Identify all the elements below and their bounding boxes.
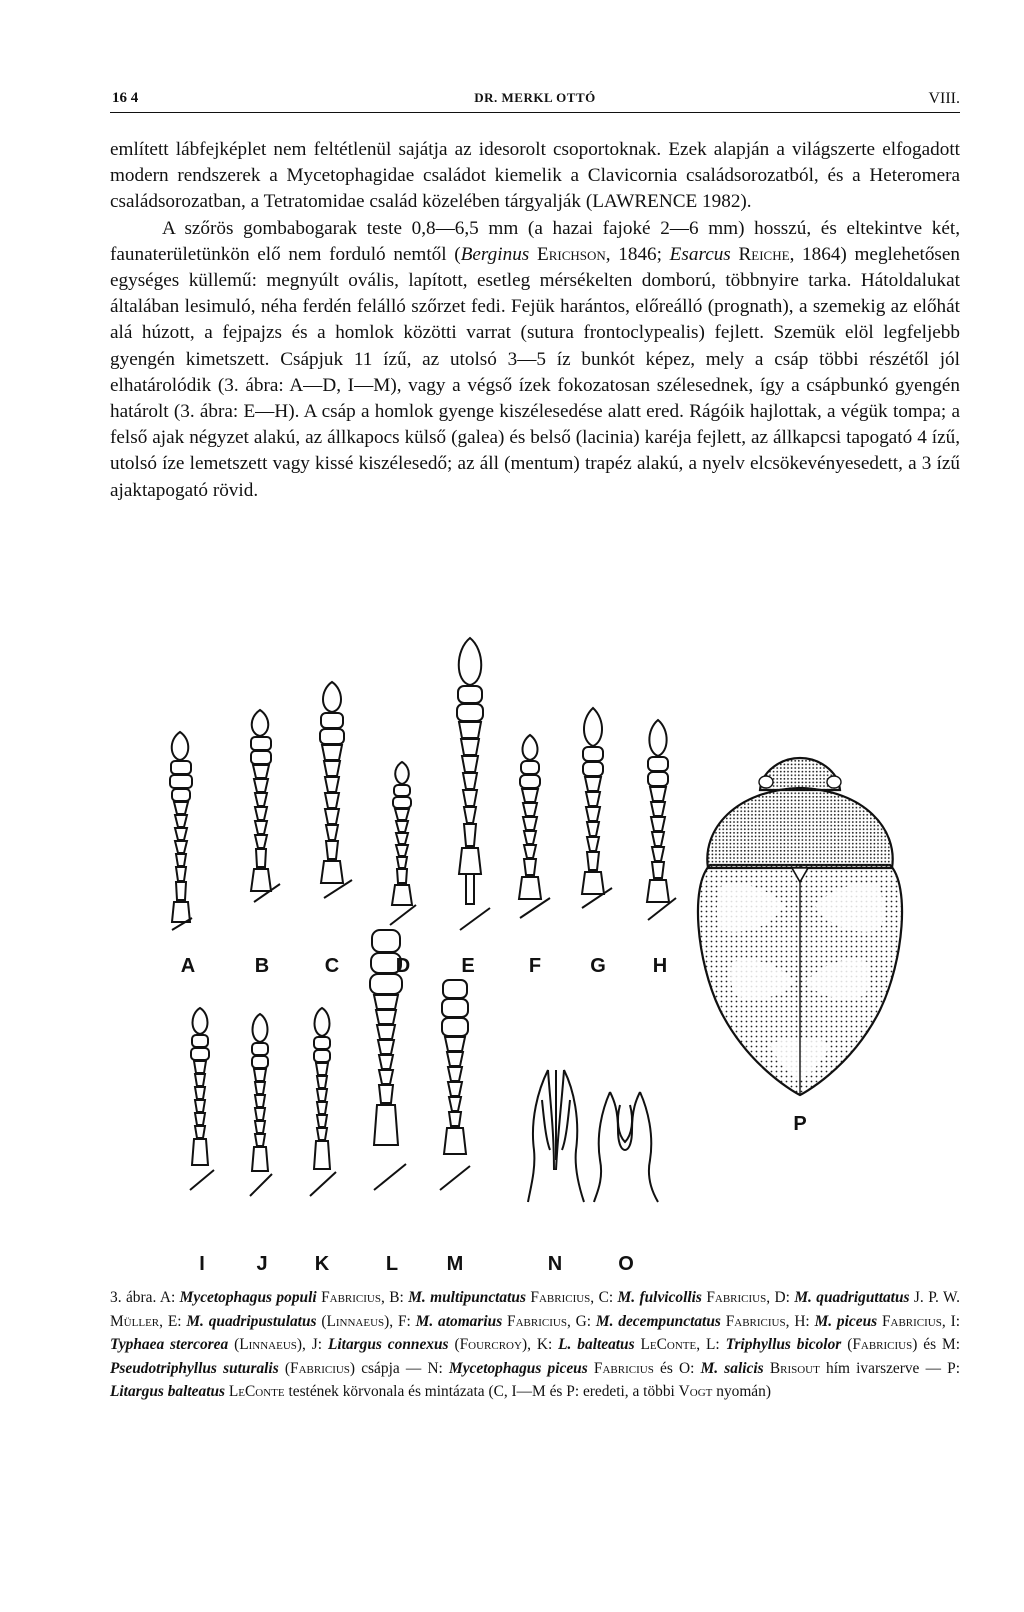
caption-author: Müller xyxy=(110,1312,160,1330)
figure-label-o: O xyxy=(618,1253,634,1275)
caption-text: , I: xyxy=(941,1312,960,1330)
genus-berginus: Berginus xyxy=(460,243,530,265)
caption-text: J. P. W. xyxy=(909,1289,960,1306)
caption-text: 3. ábra. A: xyxy=(110,1289,180,1306)
antenna-l xyxy=(370,930,406,1190)
caption-author: LeConte xyxy=(228,1383,285,1401)
caption-text: nyomán) xyxy=(712,1383,771,1401)
caption-text: ), F: xyxy=(384,1312,416,1330)
text-run: A szőrös gombabogarak teste 0,8—6,5 mm (a hazai fajoké 2—6 mm) hosszú, és eltekintve két, faunaterületünkön elő nem forduló nemtől ( xyxy=(110,217,960,265)
figure-label-p: P xyxy=(793,1113,807,1135)
caption-text: ) és M: xyxy=(912,1336,960,1354)
caption-text: ), J: xyxy=(296,1336,328,1354)
caption-text: ( xyxy=(278,1359,291,1377)
caption-text: , B: xyxy=(380,1289,409,1306)
caption-author: LeConte xyxy=(640,1336,697,1354)
figure-label-m: M xyxy=(446,1253,464,1275)
antenna-g xyxy=(582,708,612,908)
caption-author: Fabricius xyxy=(530,1289,591,1306)
caption-text: és O: xyxy=(653,1359,701,1377)
caption-species: Triphyllus bicolor xyxy=(725,1336,842,1354)
text-run: , 1846; xyxy=(605,243,670,265)
antenna-k xyxy=(310,1008,336,1196)
caption-author: Fabricius xyxy=(290,1359,350,1377)
figure-label-h: H xyxy=(652,955,668,977)
caption-species: Mycetophagus piceus xyxy=(449,1359,588,1377)
caption-species: Pseudotriphyllus suturalis xyxy=(110,1359,279,1377)
caption-text: , H: xyxy=(785,1312,815,1330)
figure-label-g: G xyxy=(590,955,606,977)
figure-label-k: K xyxy=(314,1253,330,1275)
caption-species: Litargus balteatus xyxy=(110,1383,226,1401)
genus-esarcus: Esarcus xyxy=(669,243,731,265)
figure-label-l: L xyxy=(385,1253,399,1275)
figure-drawing xyxy=(110,630,970,1280)
beetle-outline xyxy=(698,758,902,1095)
antenna-h xyxy=(647,720,676,920)
figure-caption xyxy=(110,1286,960,1404)
running-header xyxy=(110,90,960,113)
caption-text: ), K: xyxy=(521,1336,559,1354)
figure-label-j: J xyxy=(256,1253,268,1275)
author-name: DR. MERKL OTTÓ xyxy=(474,90,596,105)
figure-label-e: E xyxy=(461,955,475,977)
caption-author: Fabricius xyxy=(852,1336,913,1354)
caption-author: Linnaeus xyxy=(239,1336,297,1354)
genitalia-o xyxy=(594,1092,658,1202)
figure-label-f: F xyxy=(528,955,542,977)
author-erichson: Erichson xyxy=(536,243,606,265)
caption-text: ) csápja — N: xyxy=(349,1359,450,1377)
caption-author: Fabricius xyxy=(881,1312,942,1330)
caption-species: M. fulvicollis xyxy=(617,1289,702,1306)
text-run: , 1864) meglehetősen egységes küllemű: megnyúlt ovális, lapított, esetleg mérsékelten domború, többnyire tarka. Hátoldalukat általában lesimuló, néha ferdén felálló szőrzet fedi. Fejük harántos, előreálló (prognath), a szemekig az előhát alá húzott, a fejpajzs és a homlok közötti varrat (sutura frontoclypealis) fejlett. Szemük elöl legfeljebb gyengén kimetszett. Csápjuk 11 ízű, az utolsó 3—5 íz bunkót képez, mely a csáp többi részétől jól elhatárolódik (3. ábra: A—D, I—M), vagy a végső ízek fokozatosan szélesednek, így a csápbunkó gyengén határolt (3. ábra: E—H). A csáp a homlok gyenge kiszélesedése alatt ered. Rágóik hajlottak, a végük tompa; a felső ajak négyzet alakú, az állkapocs külső (galea) és belső (lacinia) karéja fejlett, az állkapcsi tapogató 4 ízű, utolsó íze lemetszett vagy kissé kiszélesedő; az áll (mentum) trapéz alakú, a nyelv elcsökevényesedett, a 3 ízű ajaktapogató rövid. xyxy=(110,243,961,501)
caption-text: ( xyxy=(228,1336,240,1354)
antenna-d xyxy=(390,762,416,925)
figure-label-b: B xyxy=(254,955,270,977)
caption-author: Vogt xyxy=(678,1383,713,1401)
caption-author: Fabricius xyxy=(706,1289,767,1306)
figure-label-n: N xyxy=(547,1253,563,1275)
caption-species: Mycetophagus populi xyxy=(179,1289,317,1306)
paragraph-1: említett lábfejképlet nem feltétlenül sajátja az idesorolt csoportoknak. Ezek alapján a világszerte elfogadott modern rendszerek a Mycetophagidae családot kiemelik a Clavicornia családsorozatból, és a Heteromera családsorozatban, a Tetratomidae család közelében tárgyalják (LAWRENCE 1982). xyxy=(110,139,960,213)
genitalia-n xyxy=(528,1070,584,1202)
caption-text: , C: xyxy=(590,1289,618,1306)
caption-species: M. atomarius xyxy=(415,1312,503,1330)
caption-species: L. balteatus xyxy=(558,1336,635,1354)
antenna-b xyxy=(251,710,280,902)
figure-label-c: C xyxy=(324,955,340,977)
caption-author: Fabricius xyxy=(507,1312,567,1330)
caption-text: ( xyxy=(316,1312,327,1330)
paragraph-2 xyxy=(110,216,960,504)
caption-author: Fabricius xyxy=(593,1359,654,1377)
caption-author: Linnaeus xyxy=(326,1312,385,1330)
antenna-c xyxy=(320,682,352,898)
figure-label-d: D xyxy=(395,955,411,977)
page-number: 16 4 xyxy=(112,90,139,106)
caption-text: , D: xyxy=(766,1289,795,1306)
author-reiche: Reiche xyxy=(738,243,790,265)
caption-species: Litargus connexus xyxy=(328,1336,449,1354)
caption-text: , E: xyxy=(159,1312,187,1330)
caption-species: M. quadriguttatus xyxy=(794,1289,910,1306)
caption-species: M. quadripustulatus xyxy=(186,1312,317,1330)
caption-text: testének körvonala és mintázata (C, I—M és P: eredeti, a többi xyxy=(284,1383,679,1401)
antenna-f xyxy=(519,735,550,918)
caption-author: Fourcroy xyxy=(459,1336,522,1354)
antenna-e xyxy=(457,638,490,930)
antenna-j xyxy=(250,1014,272,1196)
caption-species: M. multipunctatus xyxy=(408,1289,526,1306)
caption-text: ( xyxy=(841,1336,853,1354)
caption-author: Fabricius xyxy=(725,1312,786,1330)
caption-text: hím ivarszerve — P: xyxy=(819,1359,960,1377)
antenna-m xyxy=(440,980,470,1190)
figure-label-i: I xyxy=(199,1253,205,1275)
caption-text: , L: xyxy=(696,1336,726,1354)
caption-species: M. decempunctatus xyxy=(595,1312,721,1330)
antenna-i xyxy=(190,1008,214,1190)
body-text xyxy=(110,137,960,504)
caption-species: M. salicis xyxy=(700,1359,764,1377)
figure-3 xyxy=(110,630,970,1280)
caption-text: ( xyxy=(448,1336,460,1354)
caption-author: Brisout xyxy=(769,1359,820,1377)
caption-species: M. piceus xyxy=(814,1312,878,1330)
antenna-a xyxy=(170,732,192,930)
figure-label-a: A xyxy=(180,955,196,977)
caption-author: Fabricius xyxy=(321,1289,381,1306)
chapter-number: VIII. xyxy=(928,90,960,107)
caption-text: , G: xyxy=(566,1312,596,1330)
caption-species: Typhaea stercorea xyxy=(110,1336,229,1354)
